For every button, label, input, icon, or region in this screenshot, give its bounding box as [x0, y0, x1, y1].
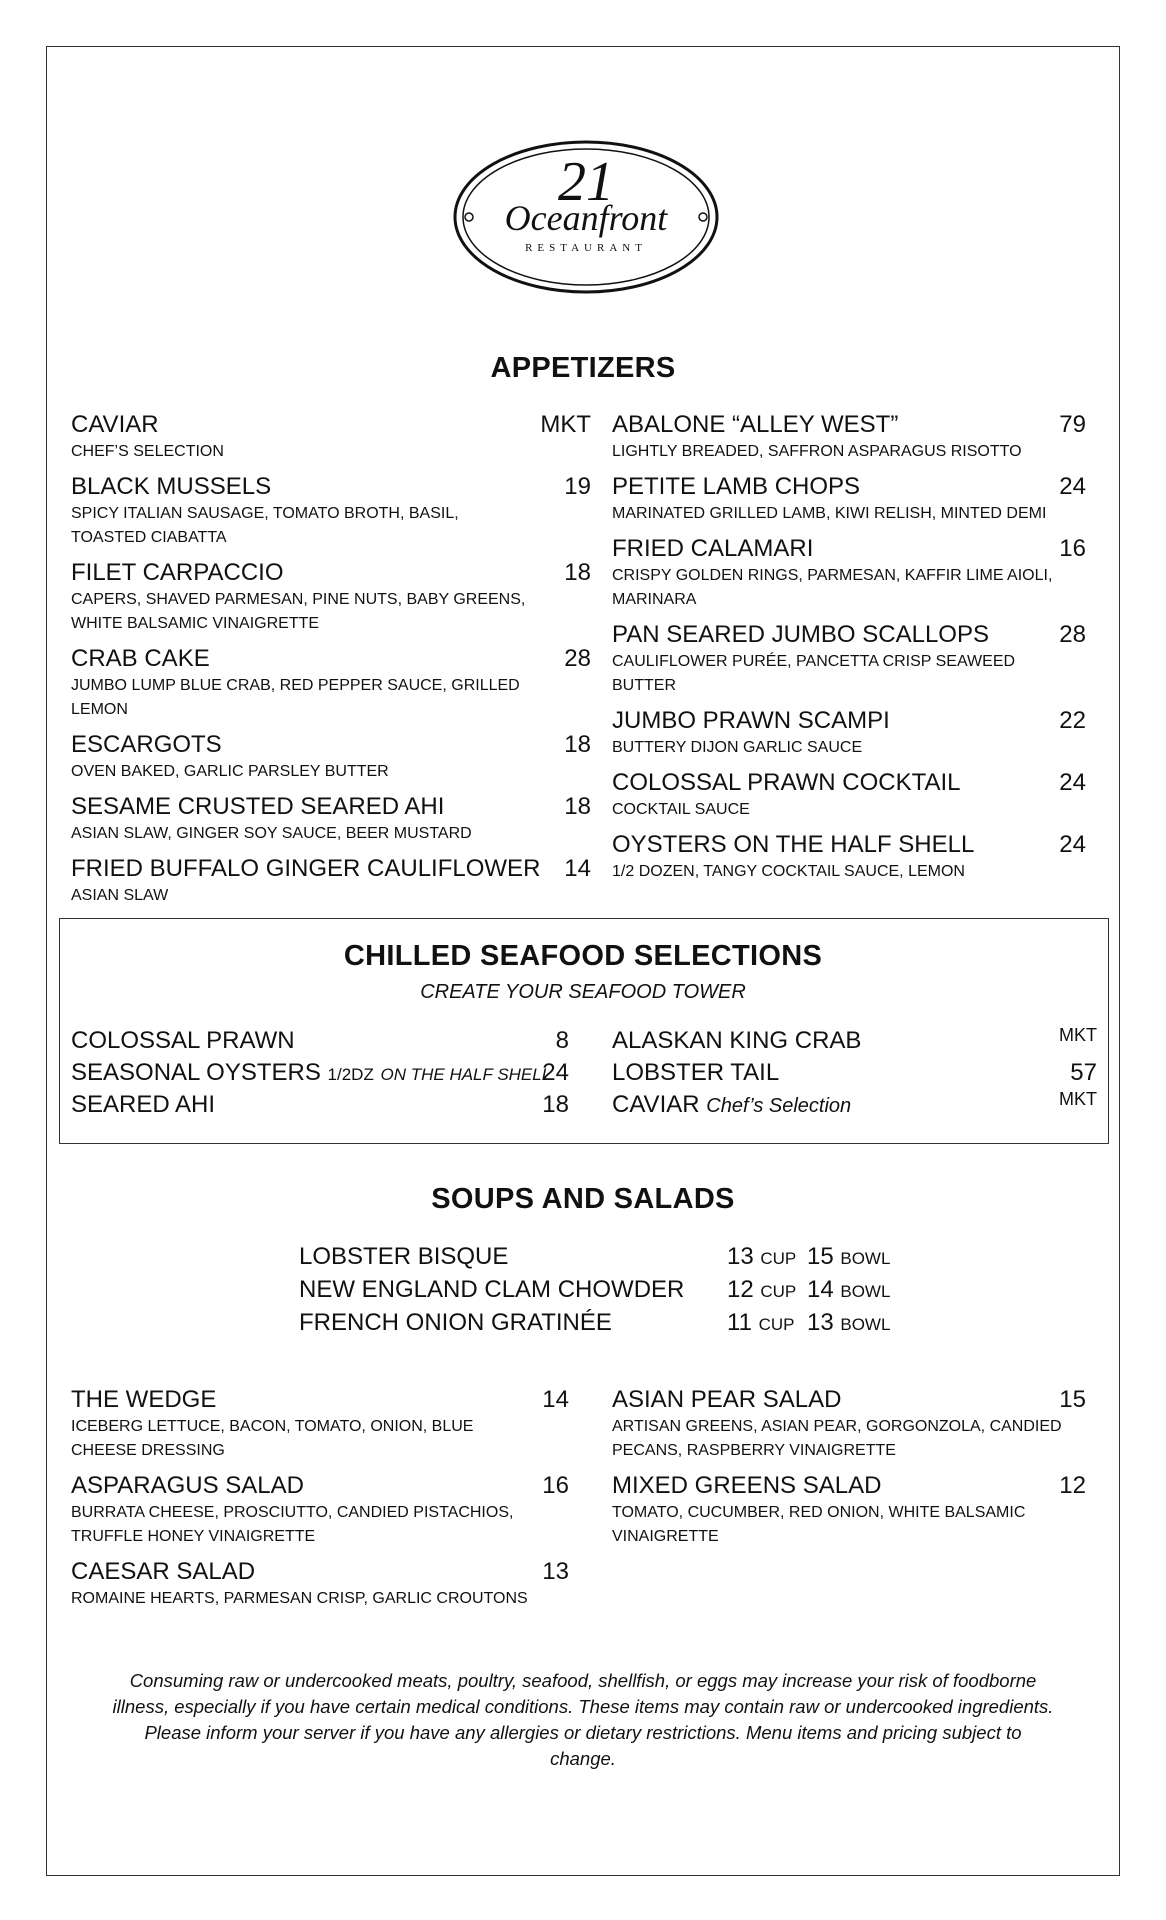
bowl-price	[807, 1273, 890, 1308]
item-description: ASIAN SLAW, GINGER SOY SAUCE, BEER MUSTARD	[71, 825, 472, 842]
item-name: LOBSTER TAIL	[612, 1059, 780, 1086]
item-description: ROMAINE HEARTS, PARMESAN CRISP, GARLIC CROUTONS	[71, 1590, 528, 1607]
item-name: SEASONAL OYSTERS	[71, 1059, 321, 1086]
item-price: 28	[564, 645, 591, 672]
menu-item	[71, 1471, 569, 1549]
chilled-subtitle: CREATE YOUR SEAFOOD TOWER	[420, 981, 746, 1003]
soup-item	[299, 1306, 919, 1339]
seafood-item	[612, 1089, 1097, 1121]
item-description: LIGHTLY BREADED, SAFFRON ASPARAGUS RISOTTO	[612, 443, 1022, 460]
soups-list	[299, 1240, 919, 1339]
item-price: 14	[564, 855, 591, 882]
item-description: SPICY ITALIAN SAUSAGE, TOMATO BROTH, BASIL, TOASTED CIABATTA	[71, 505, 459, 546]
item-name: SEARED AHI	[71, 1091, 216, 1118]
item-name: ASIAN PEAR SALAD	[612, 1386, 842, 1413]
bowl-price-value: 15	[807, 1243, 834, 1270]
chilled-left-column	[71, 1025, 569, 1121]
soup-name: LOBSTER BISQUE	[299, 1243, 509, 1270]
seafood-item	[612, 1025, 1097, 1057]
soup-item	[299, 1273, 919, 1306]
item-name: COLOSSAL PRAWN COCKTAIL	[612, 769, 961, 796]
seafood-item	[71, 1089, 569, 1121]
item-price: 18	[564, 793, 591, 820]
menu-item	[612, 620, 1086, 698]
menu-item	[612, 1471, 1086, 1549]
bowl-label: BOWL	[840, 1282, 891, 1301]
menu-item	[71, 854, 591, 908]
item-price: 24	[1059, 769, 1086, 796]
item-name: ALASKAN KING CRAB	[612, 1027, 862, 1054]
item-price: 15	[1059, 1386, 1086, 1413]
menu-item	[612, 768, 1086, 822]
menu-item	[612, 534, 1086, 612]
item-name: MIXED GREENS SALAD	[612, 1472, 882, 1499]
item-price: MKT	[540, 411, 591, 438]
menu-item	[71, 410, 591, 464]
bowl-label: BOWL	[840, 1315, 891, 1334]
soup-item	[299, 1240, 919, 1273]
item-name: JUMBO PRAWN SCAMPI	[612, 707, 890, 734]
cup-price	[727, 1273, 796, 1308]
cup-price-value: 12	[727, 1276, 754, 1303]
menu-item	[612, 472, 1086, 526]
item-price: 79	[1059, 411, 1086, 438]
cup-label: CUP	[760, 1282, 797, 1301]
chilled-heading: CHILLED SEAFOOD SELECTIONS	[343, 940, 823, 972]
food-safety-disclaimer: Consuming raw or undercooked meats, poultry, seafood, shellfish, or eggs may increase your risk of foodborne illness, especially if you have certain medical conditions. These items may contain raw or undercooked ingredients. Please inform your server if you have any allergies or dietary restrictions. Menu items and pricing subject to change.	[112, 1670, 1054, 1769]
item-price: 14	[542, 1386, 569, 1413]
soup-name: FRENCH ONION GRATINÉE	[299, 1309, 612, 1336]
bowl-price-value: 14	[807, 1276, 834, 1303]
item-price: MKT	[1059, 1089, 1097, 1109]
menu-item	[612, 830, 1086, 884]
menu-item	[71, 472, 591, 550]
item-name: OYSTERS ON THE HALF SHELL	[612, 831, 975, 858]
bowl-price	[807, 1306, 890, 1341]
item-name: FILET CARPACCIO	[71, 559, 284, 586]
cup-price-value: 13	[727, 1243, 754, 1270]
item-price: 24	[1059, 473, 1086, 500]
item-name: FRIED BUFFALO GINGER CAULIFLOWER	[71, 855, 541, 882]
item-description: OVEN BAKED, GARLIC PARSLEY BUTTER	[71, 763, 389, 780]
item-price: 16	[542, 1472, 569, 1499]
item-name: BLACK MUSSELS	[71, 473, 272, 500]
item-description: CAPERS, SHAVED PARMESAN, PINE NUTS, BABY GREENS, WHITE BALSAMIC VINAIGRETTE	[71, 591, 526, 632]
menu-item	[71, 558, 591, 636]
logo-script: Oceanfront	[504, 198, 668, 238]
seafood-item	[612, 1057, 1097, 1089]
item-description: TOMATO, CUCUMBER, RED ONION, WHITE BALSAMIC VINAIGRETTE	[612, 1504, 1026, 1545]
restaurant-logo	[452, 138, 720, 296]
item-price: 24	[1059, 831, 1086, 858]
item-name: CAVIAR	[612, 1091, 700, 1118]
chilled-right-column	[612, 1025, 1097, 1121]
menu-item	[71, 644, 591, 722]
cup-label: CUP	[760, 1249, 797, 1268]
item-description: COCKTAIL SAUCE	[612, 801, 750, 818]
salads-left-column	[71, 1385, 569, 1619]
menu-item	[71, 1557, 569, 1611]
seafood-item	[71, 1057, 569, 1089]
item-price: 28	[1059, 621, 1086, 648]
salads-right-column	[612, 1385, 1086, 1557]
menu-item	[612, 1385, 1086, 1463]
item-price: 24	[542, 1059, 569, 1086]
item-name: FRIED CALAMARI	[612, 535, 814, 562]
item-description: BUTTERY DIJON GARLIC SAUCE	[612, 739, 863, 756]
menu-item	[71, 1385, 569, 1463]
appetizers-right-column	[612, 410, 1086, 892]
item-price: MKT	[1059, 1025, 1097, 1045]
item-price: 19	[564, 473, 591, 500]
item-name: COLOSSAL PRAWN	[71, 1027, 295, 1054]
menu-item	[71, 730, 591, 784]
cup-label: CUP	[758, 1315, 795, 1334]
item-name: ASPARAGUS SALAD	[71, 1472, 304, 1499]
item-price: 18	[564, 731, 591, 758]
item-name: SESAME CRUSTED SEARED AHI	[71, 793, 445, 820]
seafood-item	[71, 1025, 569, 1057]
item-name: THE WEDGE	[71, 1386, 217, 1413]
menu-item	[612, 706, 1086, 760]
item-description: MARINATED GRILLED LAMB, KIWI RELISH, MINTED DEMI	[612, 505, 1047, 522]
item-name: CRAB CAKE	[71, 645, 210, 672]
item-description: CRISPY GOLDEN RINGS, PARMESAN, KAFFIR LIME AIOLI, MARINARA	[612, 567, 1053, 608]
item-price: 12	[1059, 1472, 1086, 1499]
soup-name: NEW ENGLAND CLAM CHOWDER	[299, 1276, 685, 1303]
cup-price	[727, 1306, 795, 1341]
bowl-label: BOWL	[840, 1249, 891, 1268]
item-name: PETITE LAMB CHOPS	[612, 473, 861, 500]
item-description: ASIAN SLAW	[71, 887, 169, 904]
item-name: CAESAR SALAD	[71, 1558, 256, 1585]
bowl-price-value: 13	[807, 1309, 834, 1336]
item-price: 18	[542, 1091, 569, 1118]
cup-price-value: 11	[727, 1309, 752, 1336]
soups-heading: SOUPS AND SALADS	[431, 1183, 735, 1215]
cup-price	[727, 1240, 796, 1275]
item-price: 57	[1070, 1059, 1097, 1086]
menu-item	[71, 792, 591, 846]
menu-item	[612, 410, 1086, 464]
item-description: BURRATA CHEESE, PROSCIUTTO, CANDIED PISTACHIOS, TRUFFLE HONEY VINAIGRETTE	[71, 1504, 514, 1545]
appetizers-heading: APPETIZERS	[490, 352, 676, 384]
item-note-italic: ON THE HALF SHELL	[380, 1065, 552, 1084]
item-price: 16	[1059, 535, 1086, 562]
item-name: CAVIAR	[71, 411, 159, 438]
logo-word: RESTAURANT	[525, 242, 647, 254]
item-description: CAULIFLOWER PURÉE, PANCETTA CRISP SEAWEED BUTTER	[612, 653, 1016, 694]
item-name: ABALONE “ALLEY WEST”	[612, 411, 899, 438]
logo-number: 21	[558, 151, 614, 213]
item-description: ARTISAN GREENS, ASIAN PEAR, GORGONZOLA, CANDIED PECANS, RASPBERRY VINAIGRETTE	[612, 1418, 1062, 1459]
item-description: CHEF’S SELECTION	[71, 443, 224, 460]
item-description: ICEBERG LETTUCE, BACON, TOMATO, ONION, BLUE CHEESE DRESSING	[71, 1418, 474, 1459]
item-name: PAN SEARED JUMBO SCALLOPS	[612, 621, 989, 648]
item-description: 1/2 DOZEN, TANGY COCKTAIL SAUCE, LEMON	[612, 863, 965, 880]
item-price: 22	[1059, 707, 1086, 734]
item-note-italic: Chef’s Selection	[706, 1095, 852, 1117]
item-name: ESCARGOTS	[71, 731, 222, 758]
item-description: JUMBO LUMP BLUE CRAB, RED PEPPER SAUCE, GRILLED LEMON	[71, 677, 520, 718]
item-note: 1/2DZ	[327, 1065, 374, 1084]
item-price: 13	[542, 1558, 569, 1585]
item-price: 18	[564, 559, 591, 586]
appetizers-left-column	[71, 410, 591, 916]
item-price: 8	[555, 1027, 569, 1054]
bowl-price	[807, 1240, 890, 1275]
